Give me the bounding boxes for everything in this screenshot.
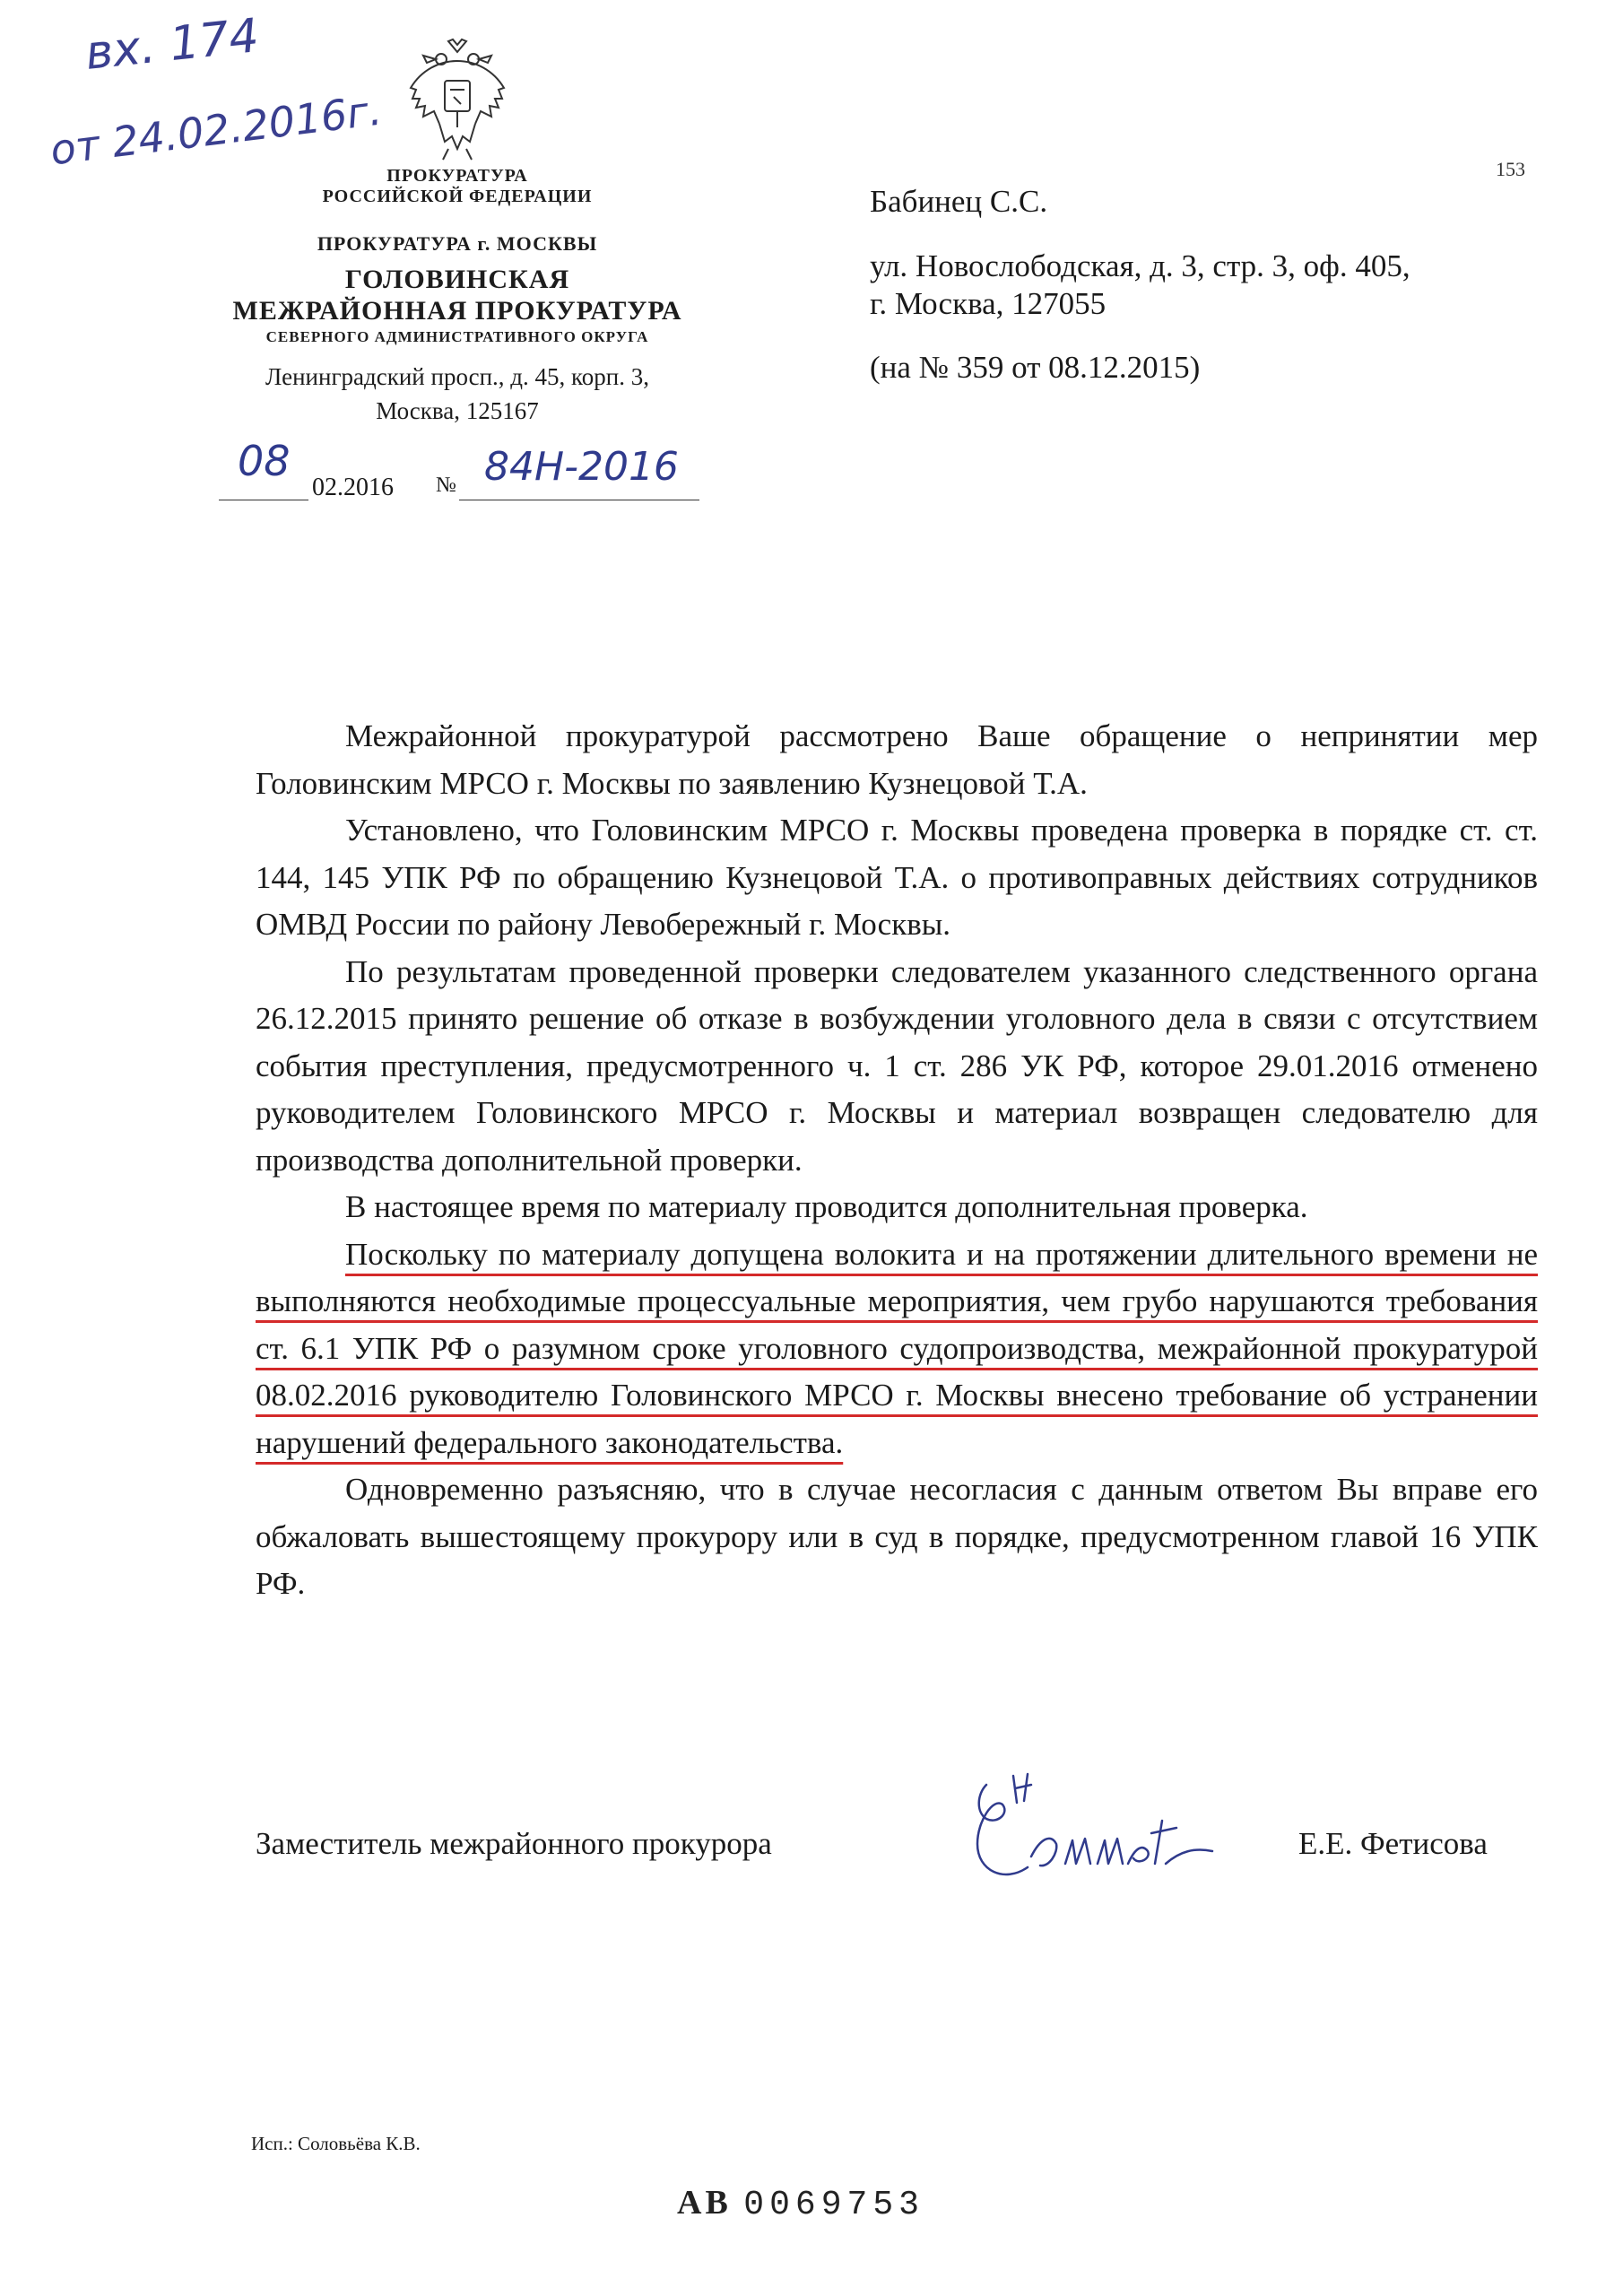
sender-address-city: Москва, 125167 [376,397,539,424]
sender-line-russian-federation: РОССИЙСКОЙ ФЕДЕРАЦИИ [322,187,593,206]
red-underlined-text: Поскольку по материалу допущена волокита и на протяжении длительного времени не выполняются необходимые процессуальные мероприятия, чем грубо нарушаются требования ст. 6.1 УПК РФ о разумном сроке уголовного судопроизводства, межрайонной прокуратурой 08.02.2016 руководителю Головинского МРСО г. Москвы внесено требование об устранении нарушений федерального законодательства. [256,1236,1538,1460]
body-paragraph-5-underlined [256,1231,1538,1467]
double-headed-eagle-emblem-icon [404,34,511,167]
recipient-city: г. Москва, 127055 [870,286,1107,321]
handwritten-registration-number: вх. 174 [82,9,262,81]
sender-line-golovinskaya: ГОЛОВИНСКАЯ [344,265,570,294]
body-paragraph-4: В настоящее время по материалу проводится дополнительная проверка. [345,1189,1308,1224]
recipient-reference: (на № 359 от 08.12.2015) [870,350,1201,385]
handwritten-signature-icon [950,1758,1237,1919]
sender-line-prosecutors-office: ПРОКУРАТУРА [386,166,528,186]
sender-line-moscow-office: ПРОКУРАТУРА г. МОСКВЫ [317,232,598,255]
signatory-title: Заместитель межрайонного прокурора [256,1826,772,1861]
registration-number-handwritten: 84Н-2016 [484,444,679,490]
serial-prefix: АВ [677,2184,732,2222]
form-serial-number [677,2183,924,2224]
body-paragraph-3: По результатам проведенной проверки следователем указанного следственного органа 26.12.2015 принято решение об отказе в возбуждении уголовного дела в связи с отсутствием события преступления, предусмотренного ч. 1 ст. 286 УК РФ, которое 29.01.2016 отменено руководителем Головинского МРСО г. Москвы и материал возвращен следователю для производства дополнительной проверки. [256,953,1538,1178]
sender-line-northern-district: СЕВЕРНОГО АДМИНИСТРАТИВНОГО ОКРУГА [265,328,649,345]
recipient-street: ул. Новослободская, д. 3, стр. 3, оф. 405, [870,248,1410,283]
serial-digits: 0069753 [743,2186,924,2224]
body-paragraph-2: Установлено, что Головинским МРСО г. Москвы проведена проверка в порядке ст. ст. 144, 145 УПК РФ по обращению Кузнецовой Т.А. о противоправных действиях сотрудников ОМВД России по району Левобережный г. Москвы. [256,813,1538,942]
body-paragraph-6: Одновременно разъясняю, что в случае несогласия с данным ответом Вы вправе его обжаловать вышестоящему прокурору или в суд в порядке, предусмотренном главой 16 УПК РФ. [256,1472,1538,1601]
registration-number-sign: № [436,474,456,497]
page-number: 153 [1496,158,1525,180]
body-paragraph-1: Межрайонной прокуратурой рассмотрено Ваше обращение о непринятии мер Головинским МРСО г. Москвы по заявлению Кузнецовой Т.А. [256,718,1538,801]
handwritten-registration-date: от 24.02.2016г. [48,85,385,175]
letter-body [256,713,1538,1608]
recipient-name: Бабинец С.С. [870,184,1048,219]
sender-address-street: Ленинградский просп., д. 45, корп. 3, [265,363,649,390]
registration-day-handwritten: 08 [238,437,291,485]
signatory-name: Е.Е. Фетисова [1298,1826,1488,1861]
registration-date: 02.2016 [312,474,394,501]
sender-line-interdistrict-office: МЕЖРАЙОННАЯ ПРОКУРАТУРА [232,296,682,326]
executor-note: Исп.: Соловьёва К.В. [251,2133,421,2154]
